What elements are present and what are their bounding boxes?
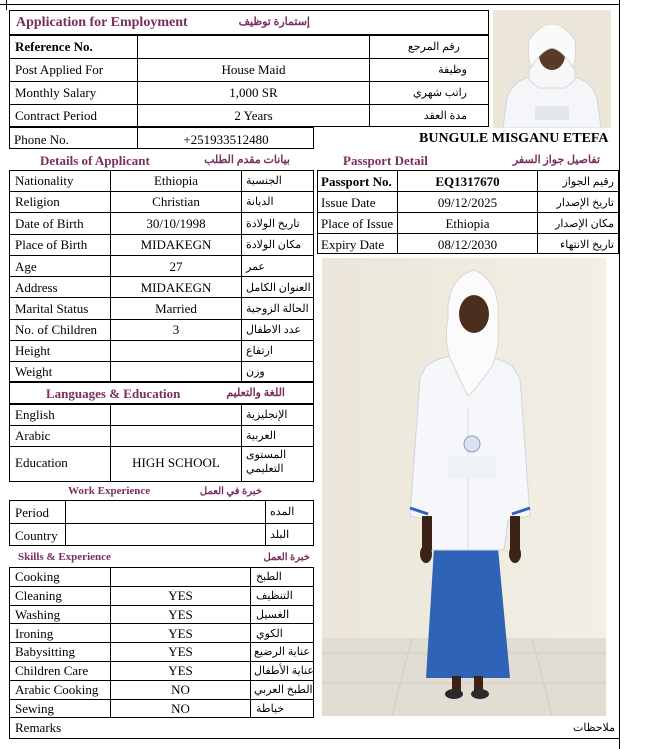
expiry-date-label: Expiry Date: [321, 237, 385, 252]
country-ar: البلد: [270, 529, 290, 541]
weight-label: Weight: [15, 364, 53, 379]
header-title-en: Application for Employment: [16, 15, 188, 30]
salary-label: Monthly Salary: [15, 85, 97, 100]
dob-value: 30/10/1998: [146, 216, 206, 231]
phone-label: Phone No.: [14, 132, 69, 147]
applicant-name: BUNGULE MISGANU ETEFA: [419, 131, 609, 146]
skill-babysitting-ar: عناية الرضيع: [254, 646, 310, 658]
skill-cleaning-ar: التنظيف: [256, 590, 293, 602]
skill-children-ar: عناية الأطفال: [254, 665, 314, 677]
skill-sewing-value: NO: [171, 701, 190, 716]
skills-title-en: Skills & Experience: [18, 551, 111, 563]
marital-ar: الحالة الزوجية: [246, 303, 309, 315]
period-ar: المده: [270, 506, 295, 518]
passport-no-label: Passport No.: [321, 174, 392, 189]
skill-babysitting-value: YES: [168, 644, 193, 659]
applicant-title-ar: بيانات مقدم الطلب: [204, 154, 290, 166]
right-border: [619, 0, 620, 749]
contract-value: 2 Years: [234, 108, 273, 123]
expiry-date-value: 08/12/2030: [437, 237, 498, 252]
skill-arabic-cooking-value: NO: [171, 682, 190, 697]
full-body-photo: [322, 258, 606, 716]
weight-ar: وزن: [246, 366, 265, 378]
place-issue-value: Ethiopia: [445, 216, 490, 231]
skill-washing-label: Washing: [15, 607, 61, 622]
pob-ar: مكان الولادة: [246, 239, 302, 251]
country-label: Country: [15, 528, 58, 543]
nationality-label: Nationality: [15, 173, 74, 188]
address-value: MIDAKEGN: [140, 280, 212, 295]
issue-date-label: Issue Date: [321, 195, 376, 210]
marital-value: Married: [155, 301, 197, 316]
skill-ironing-label: Ironing: [15, 626, 54, 641]
portrait-photo: [493, 10, 611, 128]
height-label: Height: [15, 343, 51, 358]
skill-arabic-cooking-ar: الطبخ العربي: [254, 684, 313, 696]
address-ar: العنوان الكامل: [246, 282, 311, 294]
nationality-value: Ethiopia: [153, 173, 199, 188]
salary-ar: راتب شهري: [413, 87, 467, 99]
period-label: Period: [15, 505, 49, 520]
height-ar: ارتفاع: [246, 345, 273, 357]
work-title-ar: خبرة في العمل: [199, 486, 262, 497]
skills-title-ar: خبرة العمل: [263, 552, 310, 563]
skill-children-value: YES: [168, 663, 193, 678]
place-issue-ar: مكان الإصدار: [555, 218, 614, 230]
languages-title-en: Languages & Education: [46, 386, 181, 401]
remarks-ar: ملاحظات: [573, 722, 615, 734]
passport-title-en: Passport Detail: [343, 153, 428, 168]
left-tick: [6, 0, 7, 10]
skill-cleaning-value: YES: [168, 588, 193, 603]
age-value: 27: [169, 259, 183, 274]
skill-ironing-ar: الكوي: [256, 628, 283, 640]
religion-ar: الديانة: [246, 196, 274, 208]
skill-washing-ar: الغسيل: [256, 609, 290, 621]
skill-cooking-ar: الطبخ: [256, 571, 282, 583]
english-label: English: [15, 407, 55, 422]
header-title-ar: إستمارة توظيف: [238, 16, 310, 28]
age-ar: عمر: [246, 261, 265, 273]
reference-ar: رقم المرجع: [407, 41, 460, 53]
post-value: House Maid: [221, 62, 286, 77]
reference-label: Reference No.: [15, 39, 93, 54]
skill-babysitting-label: Babysitting: [15, 644, 75, 659]
religion-label: Religion: [15, 194, 60, 209]
nationality-ar: الجنسية: [246, 175, 282, 187]
passport-title-ar: تفاصيل جواز السفر: [512, 154, 600, 166]
religion-value: Christian: [152, 194, 200, 209]
post-label: Post Applied For: [15, 62, 104, 77]
place-issue-label: Place of Issue: [321, 216, 394, 231]
skill-cleaning-label: Cleaning: [15, 588, 62, 603]
skill-washing-value: YES: [168, 607, 193, 622]
education-value: HIGH SCHOOL: [132, 455, 220, 470]
education-ar: المستوى التعليمي: [246, 449, 287, 475]
post-ar: وظيفة: [438, 64, 467, 76]
children-label: No. of Children: [15, 322, 97, 337]
skill-children-label: Children Care: [15, 663, 89, 678]
marital-label: Marital Status: [15, 301, 89, 316]
passport-no-value: EQ1317670: [435, 174, 500, 189]
top-border: [0, 4, 619, 5]
arabic-label: Arabic: [15, 428, 51, 443]
age-label: Age: [15, 259, 37, 274]
skill-sewing-label: Sewing: [15, 701, 54, 716]
languages-title-ar: اللغة والتعليم: [226, 387, 285, 399]
work-title-en: Work Experience: [68, 485, 151, 497]
english-ar: الإنجليزية: [246, 409, 288, 421]
address-label: Address: [15, 280, 58, 295]
passport-no-ar: رقيم الجواز: [562, 176, 614, 188]
skill-sewing-ar: خياطة: [256, 703, 285, 715]
expiry-date-ar: تاريخ الانتهاء: [560, 239, 614, 251]
skill-ironing-value: YES: [168, 626, 193, 641]
dob-label: Date of Birth: [15, 216, 84, 231]
contract-ar: مدة العقد: [423, 110, 467, 122]
issue-date-value: 09/12/2025: [437, 195, 498, 210]
salary-value: 1,000 SR: [229, 85, 278, 100]
pob-value: MIDAKEGN: [140, 237, 212, 252]
skill-arabic-cooking-label: Arabic Cooking: [15, 682, 99, 697]
issue-date-ar: تاريخ الإصدار: [556, 197, 614, 209]
remarks-label: Remarks: [15, 720, 62, 735]
dob-ar: تاريخ الولادة: [246, 218, 300, 230]
arabic-ar: العربية: [246, 430, 277, 442]
phone-value: +251933512480: [183, 132, 269, 147]
children-value: 3: [172, 322, 180, 337]
skill-cooking-label: Cooking: [15, 569, 60, 584]
contract-label: Contract Period: [15, 108, 97, 123]
pob-label: Place of Birth: [15, 237, 88, 252]
applicant-title-en: Details of Applicant: [40, 153, 150, 168]
children-ar: عدد الاطفال: [246, 324, 301, 336]
education-label: Education: [15, 455, 68, 470]
